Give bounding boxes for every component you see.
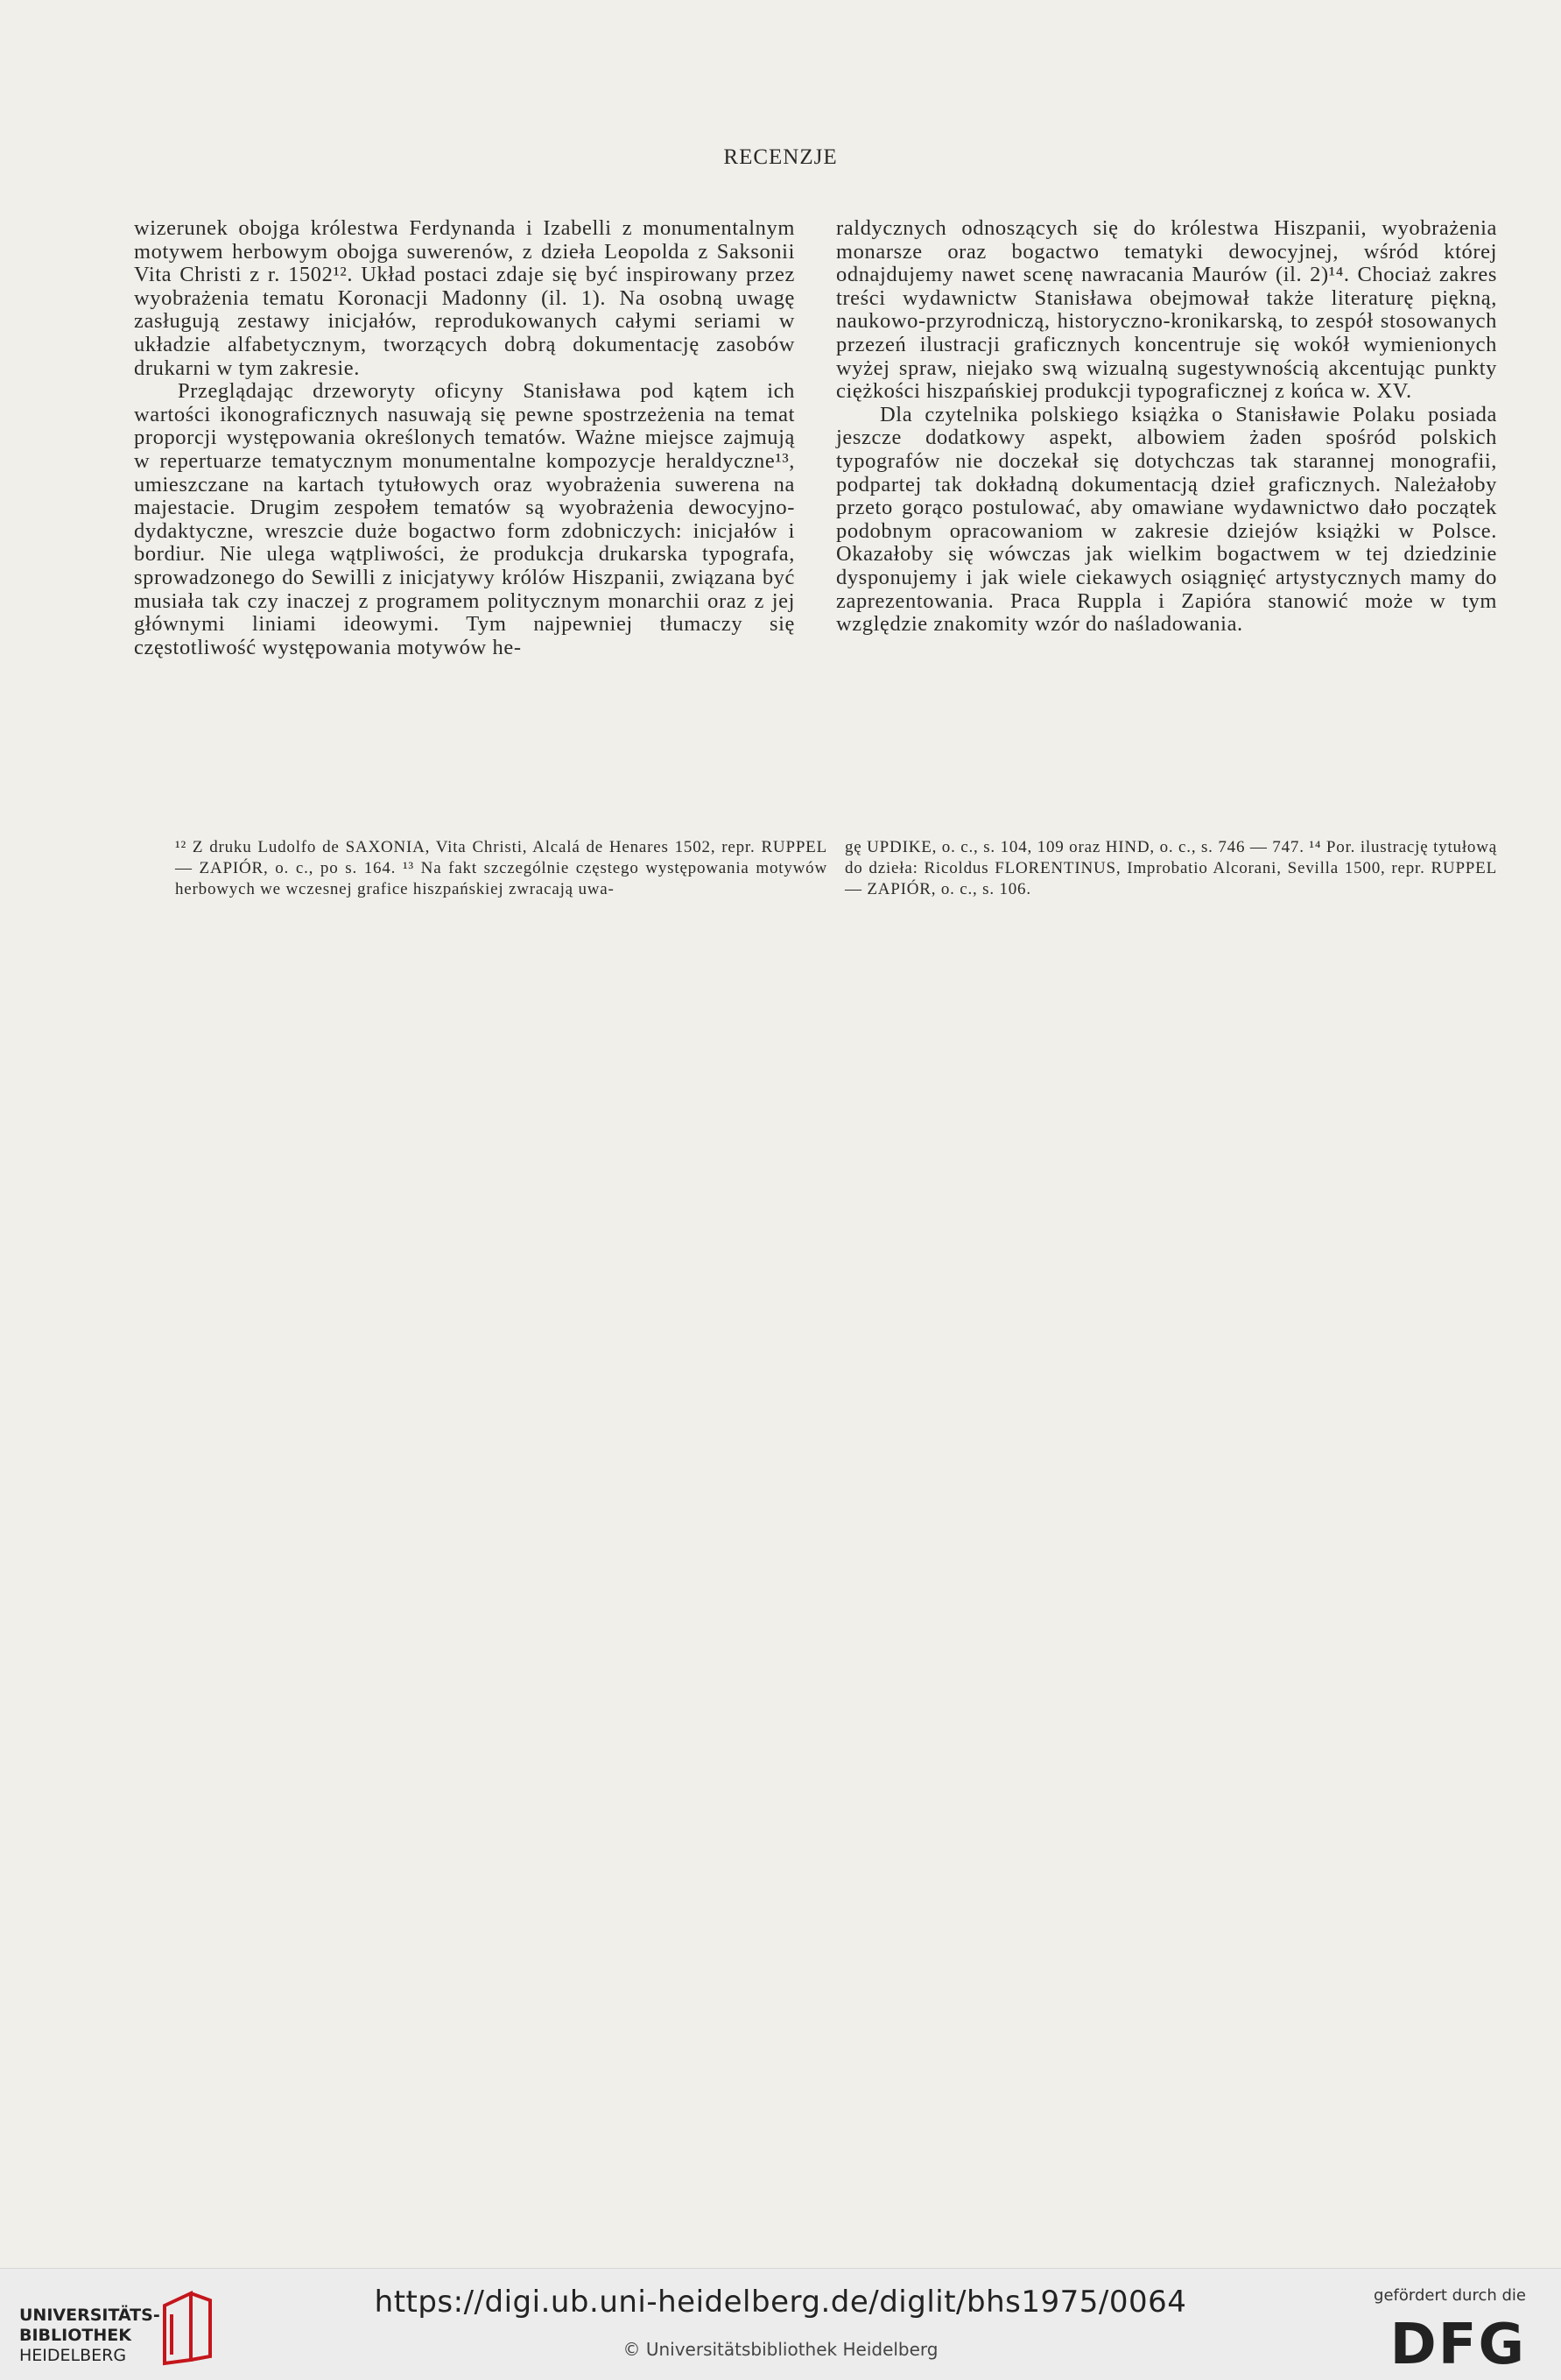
library-line-2: BIBLIOTHEK <box>19 2326 131 2345</box>
footnote-text-right: gę UPDIKE, o. c., s. 104, 109 oraz HIND, o. c., s. 746 — 747. ¹⁴ Por. ilustrację tytułową do dzieła: Ricoldus FLORENTINUS, Improbatio Alcorani, Sevilla 1500, repr. RUPPEL — ZAPIÓR, o. c., s. 106. <box>845 838 1497 898</box>
right-column <box>836 217 1497 637</box>
copyright-notice: © Universitätsbibliothek Heidelberg <box>622 2339 939 2360</box>
library-line-1: UNIVERSITÄTS- <box>19 2306 160 2325</box>
running-title: RECENZJE <box>723 145 838 169</box>
footnotes <box>175 837 1497 900</box>
footnote-text-left: ¹² Z druku Ludolfo de SAXONIA, Vita Christi, Alcalá de Henares 1502, repr. RUPPEL — ZAPIÓR, o. c., po s. 164. ¹³ Na fakt szczególnie częstego występowania motywów herbowych we wczesnej grafice hiszpańskiej zwracają uwa- <box>175 838 827 898</box>
viewer-footer <box>0 2268 1561 2380</box>
footnotes-left <box>175 837 827 900</box>
right-paragraph-1: raldycznych odnoszących się do królestwa Hiszpanii, wyobrażenia monarsze oraz bogactwo tematyki dewocyjnej, wśród której odnajdujemy nawet scenę nawracania Maurów (il. 2)¹⁴. Chociaż zakres treści wydawnictw Stanisława obejmował także literaturę piękną, naukowo-przyrodniczą, historyczno-kronikarską, to zespół stosowanych przezeń ilustracji graficznych koncentruje się wokół wymienionych wyżej spraw, niejako swą wizualną sugestywnością akcentując punkty ciężkości hiszpańskiej produkcji typograficznej z końca w. XV. <box>836 216 1497 404</box>
footnotes-right <box>845 837 1497 900</box>
left-paragraph-1: wizerunek obojga królestwa Ferdynanda i Izabelli z monumentalnym motywem herbowym obojga suwerenów, z dzieła Leopolda z Saksonii Vita Christi z r. 1502¹². Układ postaci zdaje się być inspirowany przez wyobrażenia tematu Koronacji Madonny (il. 1). Na osobną uwagę zasługują zestawy inicjałów, reprodukowanych całymi seriami w układzie alfabetycznym, tworzących dobrą dokumentację zasobów drukarni w tym zakresie. <box>134 216 795 380</box>
permalink-url[interactable]: https://digi.ub.uni-heidelberg.de/diglit/bhs1975/0064 <box>374 2285 1187 2320</box>
funder-caption: gefördert durch die <box>1374 2286 1526 2305</box>
library-line-3: HEIDELBERG <box>19 2346 127 2365</box>
left-paragraph-2: Przeglądając drzeworyty oficyny Stanisława pod kątem ich wartości ikonograficznych nasuwają się pewne spostrzeżenia na temat proporcji występowania określonych tematów. Ważne miejsce zajmują w repertuarze tematycznym monumentalne kompozycje heraldyczne¹³, umieszczane na kartach tytułowych oraz wyobrażenia suwerena na majestacie. Drugim zespołem tematów są wyobrażenia dewocyjno-dydaktyczne, wreszcie duże bogactwo form zdobniczych: inicjałów i bordiur. Nie ulega wątpliwości, że produkcja drukarska typografa, sprowadzonego do Sewilli z inicjatywy królów Hiszpanii, związana być musiała tak czy inaczej z programem politycznym monarchii oraz z jej głównymi liniami ideowymi. Tym najpewniej tłumaczy się częstotliwość występowania motywów he- <box>134 379 795 659</box>
dfg-logo[interactable]: DFG <box>1389 2313 1526 2377</box>
left-column <box>134 217 795 659</box>
right-paragraph-2: Dla czytelnika polskiego książka o Stanisławie Polaku posiada jeszcze dodatkowy aspekt, albowiem żaden spośród polskich typografów nie doczekał się dotychczas tak starannej monografii, podpartej tak dokładną dokumentacją dzieł graficznych. Należałoby przeto gorąco postulować, aby omawiane wydawnictwo dało początek podobnym opracowaniom w zakresie dziejów książki w Polsce. Okazałoby się wówczas jak wielkim bogactwem w tej dziedzinie dysponujemy i jak wiele ciekawych osiągnięć artystycznych mamy do zaprezentowania. Praca Ruppla i Zapióra stanowić może w tym względzie znakomity wzór do naśladowania. <box>836 402 1497 637</box>
